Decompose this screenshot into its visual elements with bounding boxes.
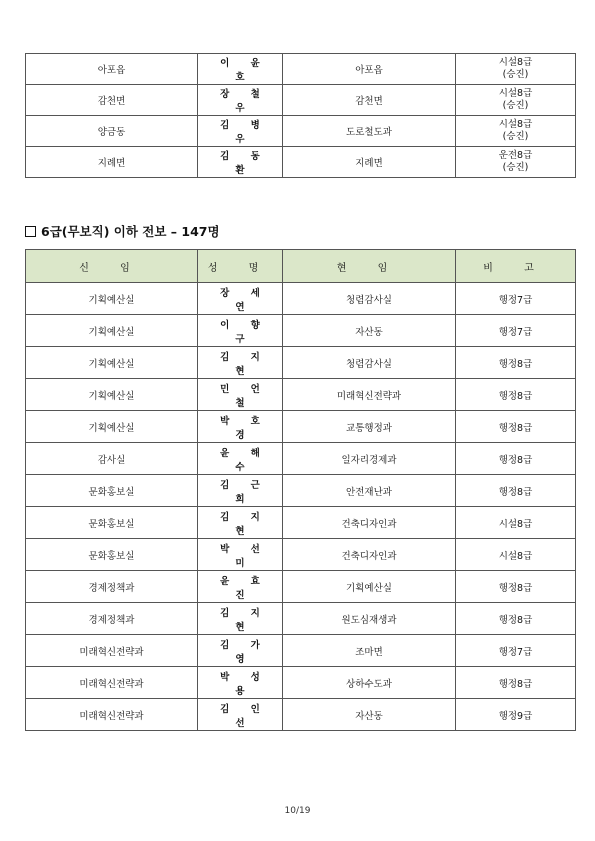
table-row [26, 283, 576, 315]
new-post-cell: 기획예산실 [26, 283, 198, 315]
current-post-cell: 아포읍 [283, 54, 456, 85]
current-post-cell: 미래혁신전략과 [283, 379, 456, 411]
table-row [26, 507, 576, 539]
current-post-cell: 자산동 [283, 699, 456, 731]
new-post-cell: 감천면 [26, 85, 198, 116]
table-row [26, 116, 576, 147]
current-post-cell: 건축디자인과 [283, 539, 456, 571]
table-row [26, 667, 576, 699]
grade-text: 시설8급 [498, 57, 533, 68]
current-post-cell: 교통행정과 [283, 411, 456, 443]
new-post-cell: 경제정책과 [26, 571, 198, 603]
section-heading [25, 222, 220, 240]
name-cell: 윤 효 진 [198, 571, 283, 603]
new-post-cell: 기획예산실 [26, 379, 198, 411]
name-cell: 이 향 구 [198, 315, 283, 347]
table-row [26, 539, 576, 571]
name-cell: 장 세 연 [198, 283, 283, 315]
promotion-text: (승진) [502, 162, 529, 173]
transfer-table-body [26, 283, 576, 731]
table-row [26, 147, 576, 178]
table-row [26, 475, 576, 507]
table-row [26, 635, 576, 667]
table-row [26, 571, 576, 603]
note-cell: 행정8급 [456, 603, 576, 635]
continued-transfer-table [25, 53, 576, 178]
new-post-cell: 기획예산실 [26, 315, 198, 347]
promotion-text: (승진) [502, 131, 529, 142]
header-note: 비 고 [456, 250, 576, 283]
new-post-cell: 문화홍보실 [26, 507, 198, 539]
name-cell: 박 성 용 [198, 667, 283, 699]
table-row [26, 85, 576, 116]
current-post-cell: 감천면 [283, 85, 456, 116]
current-post-cell: 일자리경제과 [283, 443, 456, 475]
new-post-cell: 아포읍 [26, 54, 198, 85]
note-cell: 행정7급 [456, 635, 576, 667]
current-post-cell: 조마면 [283, 635, 456, 667]
new-post-cell: 감사실 [26, 443, 198, 475]
header-name: 성 명 [198, 250, 283, 283]
name-cell: 김 지 현 [198, 507, 283, 539]
section-heading-text: 6급(무보직) 이하 전보 – 147명 [41, 224, 220, 239]
name-cell: 이 윤 호 [198, 54, 283, 85]
note-cell: 행정8급 [456, 411, 576, 443]
new-post-cell: 미래혁신전략과 [26, 699, 198, 731]
promotion-text: (승진) [502, 100, 529, 111]
note-cell: 행정8급 [456, 667, 576, 699]
table-row [26, 315, 576, 347]
current-post-cell: 자산동 [283, 315, 456, 347]
note-cell: 행정8급 [456, 347, 576, 379]
promotion-text: (승진) [502, 69, 529, 80]
name-cell: 김 병 우 [198, 116, 283, 147]
table-row [26, 347, 576, 379]
grade-cell [456, 116, 576, 147]
grade-text: 시설8급 [498, 88, 533, 99]
grade-cell [456, 54, 576, 85]
new-post-cell: 기획예산실 [26, 411, 198, 443]
grade-text: 시설8급 [498, 119, 533, 130]
name-cell: 민 언 철 [198, 379, 283, 411]
grade-text: 운전8급 [498, 150, 533, 161]
name-cell: 김 지 현 [198, 603, 283, 635]
current-post-cell: 청렴감사실 [283, 283, 456, 315]
name-cell: 김 근 희 [198, 475, 283, 507]
page-number: 10/19 [284, 806, 311, 816]
name-cell: 김 가 영 [198, 635, 283, 667]
name-cell: 박 선 미 [198, 539, 283, 571]
name-cell: 김 동 환 [198, 147, 283, 178]
note-cell: 행정9급 [456, 699, 576, 731]
current-post-cell: 도로철도과 [283, 116, 456, 147]
current-post-cell: 원도심재생과 [283, 603, 456, 635]
name-cell: 김 인 선 [198, 699, 283, 731]
note-cell: 행정7급 [456, 315, 576, 347]
name-cell: 김 지 현 [198, 347, 283, 379]
name-cell: 윤 해 수 [198, 443, 283, 475]
transfer-table [25, 249, 576, 731]
header-current-post: 현 임 [283, 250, 456, 283]
grade-cell [456, 147, 576, 178]
note-cell: 행정8급 [456, 571, 576, 603]
new-post-cell: 미래혁신전략과 [26, 667, 198, 699]
new-post-cell: 기획예산실 [26, 347, 198, 379]
table-row [26, 443, 576, 475]
new-post-cell: 양금동 [26, 116, 198, 147]
new-post-cell: 문화홍보실 [26, 539, 198, 571]
header-row [26, 250, 576, 283]
current-post-cell: 기획예산실 [283, 571, 456, 603]
note-cell: 행정7급 [456, 283, 576, 315]
current-post-cell: 건축디자인과 [283, 507, 456, 539]
new-post-cell: 경제정책과 [26, 603, 198, 635]
current-post-cell: 안전재난과 [283, 475, 456, 507]
table-row [26, 379, 576, 411]
new-post-cell: 지례면 [26, 147, 198, 178]
note-cell: 시설8급 [456, 539, 576, 571]
note-cell: 시설8급 [456, 507, 576, 539]
note-cell: 행정8급 [456, 379, 576, 411]
checkbox-icon [25, 226, 36, 237]
grade-cell [456, 85, 576, 116]
note-cell: 행정8급 [456, 443, 576, 475]
table-row [26, 699, 576, 731]
name-cell: 박 호 경 [198, 411, 283, 443]
note-cell: 행정8급 [456, 475, 576, 507]
table-row [26, 603, 576, 635]
table-row [26, 54, 576, 85]
name-cell: 장 철 우 [198, 85, 283, 116]
new-post-cell: 미래혁신전략과 [26, 635, 198, 667]
current-post-cell: 상하수도과 [283, 667, 456, 699]
current-post-cell: 청렴감사실 [283, 347, 456, 379]
header-new-post: 신 임 [26, 250, 198, 283]
continued-transfer-table-body [26, 54, 576, 178]
new-post-cell: 문화홍보실 [26, 475, 198, 507]
current-post-cell: 지례면 [283, 147, 456, 178]
table-row [26, 411, 576, 443]
